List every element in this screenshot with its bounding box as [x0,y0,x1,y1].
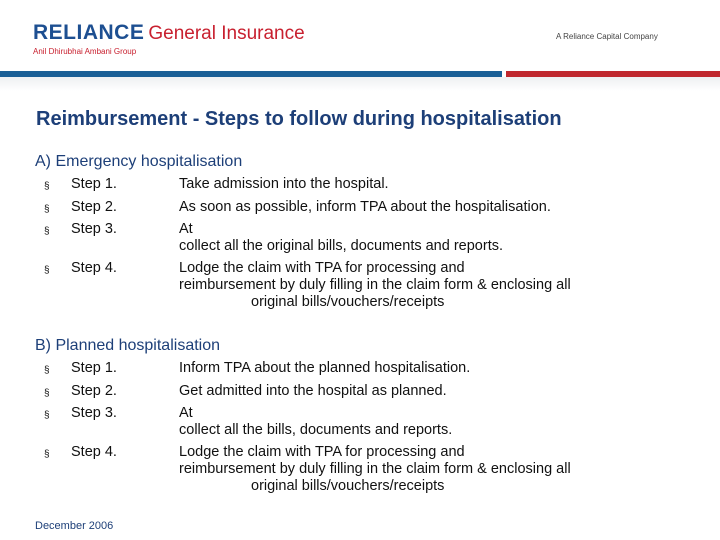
step-text: reimbursement by duly filling in the claim form & enclosing all [179,277,571,293]
step-text: At [179,221,193,237]
step-label: Step 1. [71,360,117,376]
step-label: Step 2. [71,383,117,399]
tagline: A Reliance Capital Company [556,32,658,41]
bullet-icon: § [44,388,50,399]
step-label: Step 3. [71,405,117,421]
step-text: At [179,405,193,421]
step-text: collect all the bills, documents and reports. [179,422,453,438]
step-text: As soon as possible, inform TPA about the hospitalisation. [179,199,551,215]
footer-date: December 2006 [35,520,114,532]
step-label: Step 2. [71,199,117,215]
section-heading: A) Emergency hospitalisation [35,153,243,170]
step-text: original bills/vouchers/receipts [251,294,445,310]
step-text: Inform TPA about the planned hospitalisation. [179,360,471,376]
section-heading: B) Planned hospitalisation [35,337,221,354]
header-shade [0,77,720,91]
product-name: General Insurance [148,23,305,44]
step-text: original bills/vouchers/receipts [251,478,445,494]
bullet-icon: § [44,181,50,192]
step-label: Step 4. [71,444,117,460]
bullet-icon: § [44,449,50,460]
step-text: Lodge the claim with TPA for processing and [179,260,465,276]
bullet-icon: § [44,410,50,421]
group-name: Anil Dhirubhai Ambani Group [33,47,137,56]
step-text: reimbursement by duly filling in the claim form & enclosing all [179,461,571,477]
step-label: Step 3. [71,221,117,237]
logo [33,22,305,44]
step-text: Get admitted into the hospital as planned. [179,383,447,399]
bullet-icon: § [44,204,50,215]
bullet-icon: § [44,365,50,376]
step-text: Lodge the claim with TPA for processing and [179,444,465,460]
step-text: collect all the original bills, documents and reports. [179,238,503,254]
bullet-icon: § [44,265,50,276]
page-title: Reimbursement - Steps to follow during hospitalisation [36,108,562,130]
bullet-icon: § [44,226,50,237]
brand-name: RELIANCE [33,21,145,44]
step-text: Take admission into the hospital. [179,176,389,192]
step-label: Step 1. [71,176,117,192]
step-label: Step 4. [71,260,117,276]
